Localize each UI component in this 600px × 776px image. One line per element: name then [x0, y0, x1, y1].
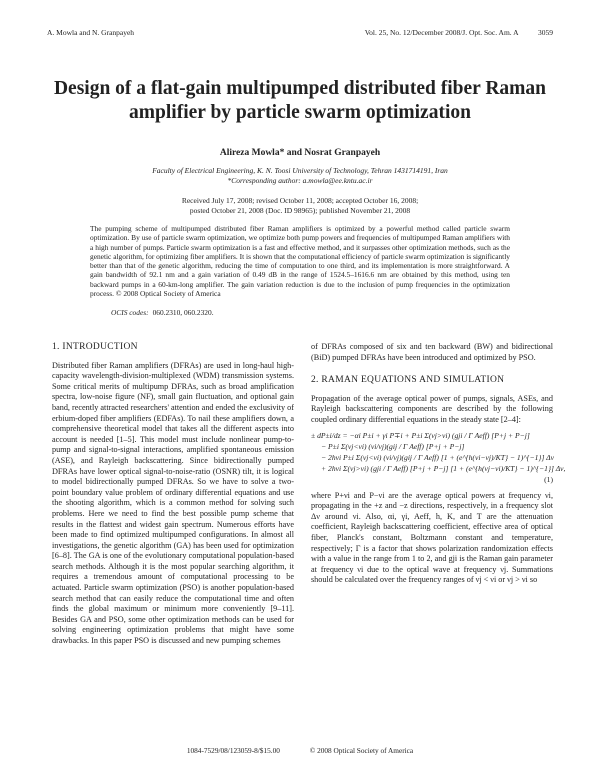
- corresponding-author: *Corresponding author: a.mowla@ee.kntu.ac.ir: [227, 176, 373, 185]
- intro-continuation: of DFRAs composed of six and ten backward (BW) and bidirectional (BiD) pumped DFRAs have been introduced and optimized by PSO.: [311, 342, 553, 362]
- affiliation: Faculty of Electrical Engineering, K. N. Toosi University of Technology, Tehran 1431714191, Iran: [152, 166, 448, 175]
- section-heading-raman-equations: 2. RAMAN EQUATIONS AND SIMULATION: [311, 375, 505, 386]
- footer-code: 1084-7529/08/123059-8/$15.00: [186, 746, 280, 755]
- equation-line: + 2hνi Σ(νj>νi) (gji / Γ Aeff) [P+j + P−j] [1 + (e^{h(νj−νi)/KT} − 1)^{−1}] Δν,: [321, 463, 566, 473]
- page-number: 3059: [538, 28, 553, 37]
- footer-copyright: © 2008 Optical Society of America: [309, 746, 414, 755]
- abstract: The pumping scheme of multipumped distributed fiber Raman amplifiers is optimized by a powerful method called particle swarm optimization. By use of particle swarm optimization, we optimize both pump powers and frequencies of multipumped Raman amplifiers with a high number of pumps. Particle swarm optimization is a fast and effective method, and it surpasses other optimization methods, such as the genetic algorithm, for optimizing fiber amplifiers. It is shown that the computational efficiency of particle swarm optimization is significantly better than that of the genetic algorithm, reducing the time of computation to one third, and its implementation is more straightforward. A gain bandwidth of 92.1 nm and a gain variation of 0.49 dB in the range of 1524.5–1616.6 nm are obtained by this method, using ten backward pumps in a 60-km-long amplifier. The gain variation reduction is due to the inclusion of pump frequencies in the optimization process. © 2008 Optical Society of America: [90, 224, 510, 299]
- equation-line: ± dP±i/dz = −αi P±i + γi P∓i + P±i Σ(νj>νi) (gji / Γ Aeff) [P+j + P−j]: [311, 430, 530, 440]
- dates-block: [0, 196, 600, 216]
- section2-paragraph-2: where P+νi and P−νi are the average optical powers at frequency νi, propagating in the +z and −z directions, respectively, in a frequency slot Δν around νi. Also, αi, γi, Aeff, h, K, and T are the attenuation coefficient, Rayleigh backscattering coefficient, effective area of optical fiber, Planck's constant, Boltzmann constant and temperature, respectively; Γ is a factor that shows polarization randomization effects with a value in the range from 1 to 2, and gji is the Raman gain parameter at frequency νi due to the optical wave at frequency νj. Summations should be calculated over the frequency ranges of νj < νi or νj > νi so: [311, 490, 553, 585]
- equation-1: [311, 430, 566, 485]
- author-list: Alireza Mowla* and Nosrat Granpayeh: [219, 148, 381, 158]
- ocis-label: OCIS codes:: [111, 308, 149, 317]
- equation-number: (1): [544, 474, 553, 484]
- section2-paragraph-1: Propagation of the average optical power of pumps, signals, ASEs, and Rayleigh backscattering components are described by the following coupled ordinary differential equations in the steady state [2–4]:: [311, 393, 553, 424]
- affiliation-block: [0, 166, 600, 186]
- equation-line: − 2hνi P±i Σ(νj<νi) (νi/νj)(gij / Γ Aeff) [1 + (e^{h(νi−νj)/KT} − 1)^{−1}] Δν: [321, 452, 554, 462]
- posted-dates: posted October 21, 2008 (Doc. ID 98965); published November 21, 2008: [189, 206, 411, 215]
- running-head-volume: Vol. 25, No. 12/December 2008/J. Opt. Soc. Am. A: [364, 28, 519, 37]
- running-head-right: [347, 28, 553, 37]
- received-dates: Received July 17, 2008; revised October 11, 2008; accepted October 16, 2008;: [181, 196, 419, 205]
- left-column: [52, 342, 294, 647]
- paper-title: Design of a flat-gain multipumped distributed fiber Raman amplifier by particle swarm optimization: [53, 78, 547, 123]
- running-head-authors: A. Mowla and N. Granpayeh: [47, 28, 135, 37]
- running-head: [47, 28, 553, 37]
- ocis-values: 060.2310, 060.2320.: [152, 308, 214, 317]
- section-heading-introduction: 1. INTRODUCTION: [52, 342, 138, 352]
- right-column: [311, 342, 566, 586]
- ocis-codes: [111, 308, 214, 317]
- page-footer: [0, 746, 600, 755]
- intro-paragraph: Distributed fiber Raman amplifiers (DFRAs) are used in long-haul high-capacity wavelength-division-multiplexed (WDM) transmission systems. Some critical merits of multipump DFRAs, such as broad amplification spectra, low-noise figure (NF), small gain fluctuation, and optional gain band, recently attracted researchers' attention and ended the exclusivity of erbium-doped fiber amplifiers (EDFAs). To nail these amplifiers down, a comprehensive theoretical model that takes all the different aspects into account is needed [1–5]. This model must include nonlinear pump-to-pump and signal-to-signal interactions, amplified spontaneous emission (ASE), and Rayleigh backscattering. Since bidirectionally pumped DFRAs have lower optical signal-to-noise-ratio (OSNR) tilt, it is logical to model bidirectionally pumped DFRAs. So we have to solve a two-point boundary value problem of ordinary differential equations and use the shooting algorithm, which is a common method for solving such problems. Here we need to find the best possible pump scheme that results in the flattest and widest gain spectrum. Numerous efforts have been made to find optimized multipumped configurations. In almost all investigations, the genetic algorithm (GA) has been used for optimization [6–8]. The GA is one of the evolutionary computational population-based search methods. Although it is the most popular searching algorithm, it requires a tremendous amount of computational processing to be actuated. Particle swarm optimization (PSO) is another population-based search method that can easily reduce the computational time and often finds the global maximum or minimum more conveniently [9–11]. Besides GA and PSO, some other optimization methods can be used for solving engineering optimization problems that might have some drawbacks. In this paper PSO is discussed and new pumping schemes: [52, 360, 294, 646]
- equation-line: − P±i Σ(νj<νi) (νi/νj)(gij / Γ Aeff) [P+j + P−j]: [321, 441, 465, 451]
